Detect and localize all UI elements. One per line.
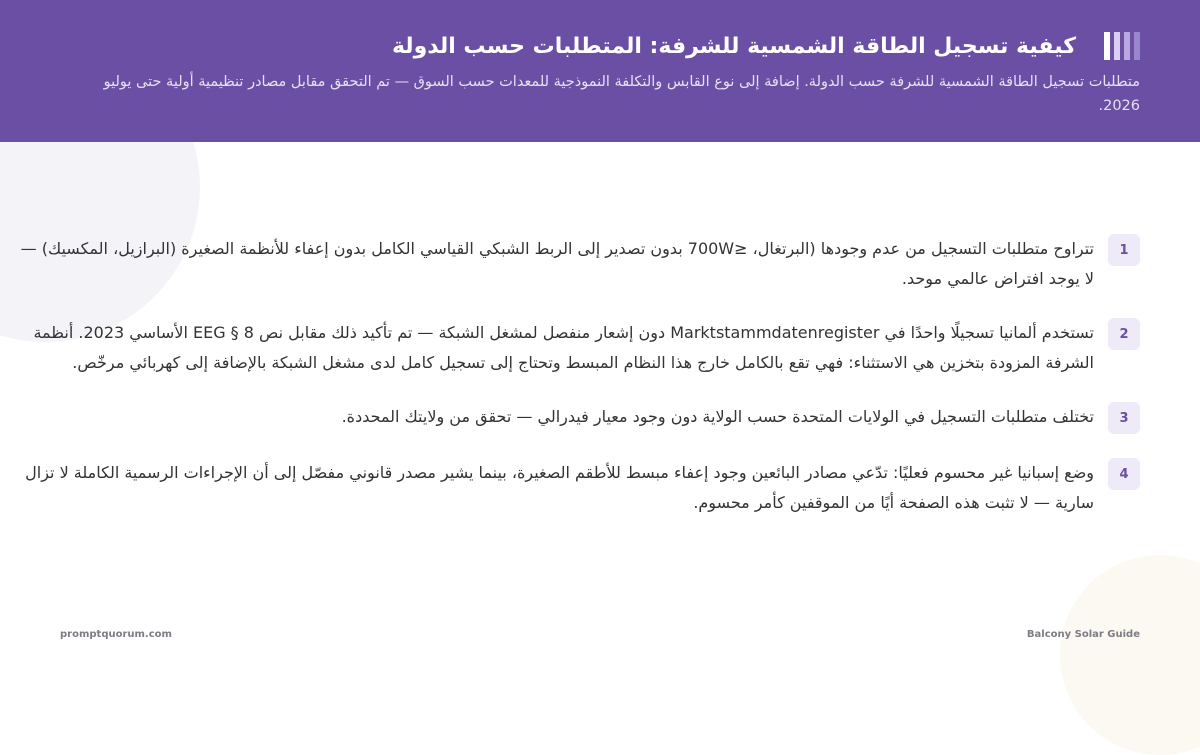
logo-bar bbox=[1124, 32, 1130, 60]
page-subtitle: متطلبات تسجيل الطاقة الشمسية للشرفة حسب الدولة. إضافة إلى نوع القابس والتكلفة النموذجية للمعدات حسب السوق — تم التحقق مقابل مصادر تنظيمية أولية حتى يوليو 2026. bbox=[103, 74, 1140, 114]
footer-site-name: promptquorum.com bbox=[60, 629, 172, 640]
footer-guide-name: Balcony Solar Guide bbox=[1026, 629, 1140, 640]
logo-bar bbox=[1114, 32, 1120, 60]
logo-bar bbox=[1134, 32, 1140, 60]
item-text: تستخدم ألمانيا تسجيلًا واحدًا في Marktstammdatenregister دون إشعار منفصل لمشغل الشبكة — تم تأكيد ذلك مقابل نص EEG § 8 الأساسي 2023. أنظمة الشرفة المزودة بتخزين هي الاستثناء: فهي تقع بالكامل خارج هذا النظام المبسط وتحتاج إلى تسجيل كامل لدى مشغل الشبكة بالإضافة إلى كهربائي مرخّص. bbox=[33, 323, 1094, 372]
item-number-badge: 1 bbox=[1108, 234, 1140, 266]
page-title: كيفية تسجيل الطاقة الشمسية للشرفة: المتطلبات حسب الدولة bbox=[391, 33, 1076, 59]
item-number-badge: 2 bbox=[1108, 318, 1140, 350]
item-text: تتراوح متطلبات التسجيل من عدم وجودها (البرتغال، ≤700W بدون تصدير إلى الربط الشبكي القياسي الكامل بدون إعفاء للأنظمة الصغيرة (البرازيل، المكسيك) — لا يوجد افتراض عالمي موحد. bbox=[20, 239, 1094, 288]
list-item bbox=[20, 234, 1140, 294]
item-text: وضع إسبانيا غير محسوم فعليًا: تدّعي مصادر البائعين وجود إعفاء مبسط للأطقم الصغيرة، بينما يشير مصدر قانوني مفصّل إلى أن الإجراءات الرسمية الكاملة لا تزال سارية — لا تثبت هذه الصفحة أيًا من الموقفين كأمر محسوم. bbox=[25, 463, 1094, 512]
key-points-list bbox=[20, 234, 1140, 542]
list-item bbox=[20, 458, 1140, 518]
item-number-badge: 4 bbox=[1108, 458, 1140, 490]
list-item bbox=[20, 402, 1140, 434]
title-row bbox=[392, 31, 1140, 61]
header-banner bbox=[0, 0, 1200, 142]
list-item bbox=[20, 318, 1140, 378]
logo-bar bbox=[1104, 32, 1110, 60]
item-text: تختلف متطلبات التسجيل في الولايات المتحدة حسب الولاية دون وجود معيار فيدرالي — تحقق من ولايتك المحددة. bbox=[341, 407, 1094, 426]
decorative-circle-right bbox=[1060, 555, 1200, 755]
stacked-bars-logo-icon bbox=[1104, 32, 1140, 60]
item-number-badge: 3 bbox=[1108, 402, 1140, 434]
